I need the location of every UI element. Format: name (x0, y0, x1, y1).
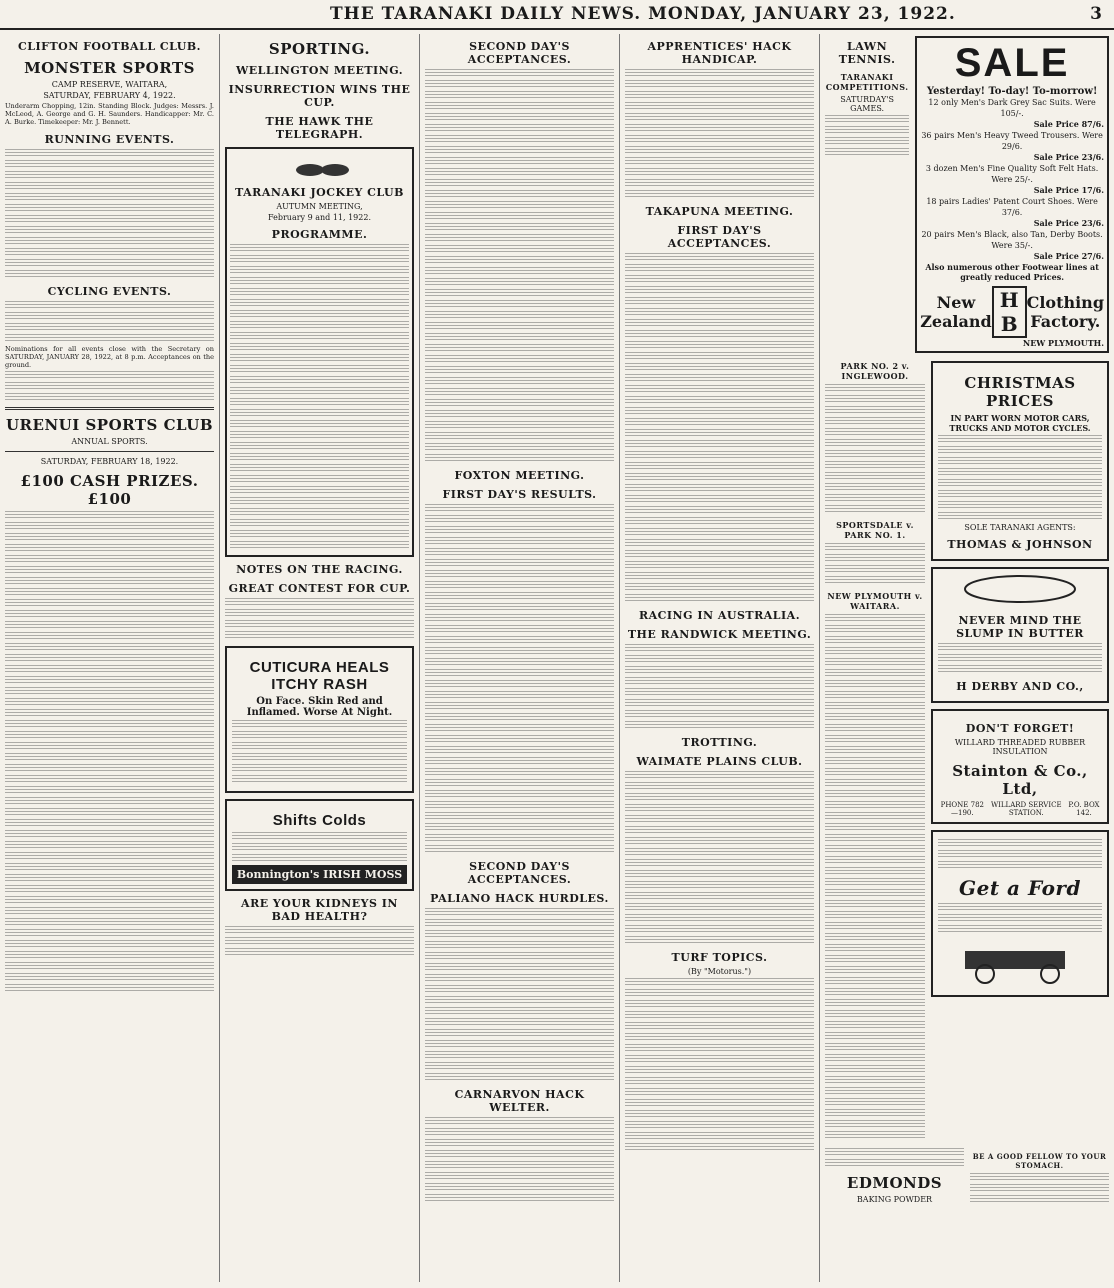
sale-price: Sale Price 23/6. (1033, 218, 1104, 228)
sale-item: 3 dozen Men's Fine Quality Soft Felt Hats. Were 25/-. (925, 164, 1099, 184)
new-zealand-text: New Zealand (920, 293, 992, 331)
horse-racing-icon (280, 156, 360, 180)
racing-in-australia: RACING IN AUSTRALIA. (638, 609, 801, 622)
sale-price: Sale Price 87/6. (1033, 119, 1104, 129)
notes-heading: NOTES ON THE RACING. (236, 563, 403, 576)
sale-ad (915, 36, 1109, 353)
programme-heading: PROGRAMME. (271, 228, 368, 241)
clothing-factory-text: Clothing Factory. (1026, 293, 1104, 331)
carnarvon-welter: CARNARVON HACK WELTER. (454, 1088, 585, 1114)
column-5 (820, 34, 1114, 1282)
urenui-date: SATURDAY, FEBRUARY 18, 1922. (40, 457, 179, 467)
get-a-ford-ad (931, 830, 1109, 997)
hb-logo: H B (992, 286, 1027, 338)
service-station: WILLARD SERVICE STATION. (990, 801, 1062, 817)
tennis-column (825, 34, 909, 355)
sale-item: 20 pairs Men's Black, also Tan, Derby Boots. Were 35/-. (921, 230, 1103, 250)
apprentices-handicap: APPRENTICES' HACK HANDICAP. (647, 40, 792, 66)
page-number: 3 (1090, 4, 1102, 24)
baking-powder: BAKING POWDER (856, 1195, 933, 1204)
second-day-acceptances-2: SECOND DAY'S ACCEPTANCES. (467, 860, 572, 886)
sale-price: Sale Price 27/6. (1033, 251, 1104, 261)
lawn-tennis: LAWN TENNIS. (838, 40, 896, 66)
wellington-meeting: WELLINGTON MEETING. (235, 64, 404, 77)
cuticura-ad (225, 646, 414, 793)
waimate-plains: WAIMATE PLAINS CLUB. (636, 755, 803, 768)
stomach-ad (970, 1146, 1109, 1206)
takapuna-meeting: TAKAPUNA MEETING. (645, 205, 794, 218)
sale-price: Sale Price 23/6. (1033, 152, 1104, 162)
cuticura-heading: CUTICURA HEALS ITCHY RASH (249, 659, 390, 693)
nominations-text: Nominations for all events close with the Secretary on SATURDAY, JANUARY 28, 1922, at 8 p.m. Acceptances on the ground. (5, 344, 214, 370)
sale-item: 36 pairs Men's Heavy Tweed Trousers. Were 29/6. (921, 131, 1103, 151)
bonnington-banner: Bonnington's IRISH MOSS (232, 865, 407, 884)
park-heading: PARK NO. 2 v. INGLEWOOD. (840, 361, 910, 381)
thomas-johnson: THOMAS & JOHNSON (947, 538, 1093, 551)
column-2 (220, 34, 420, 1282)
sale-price: Sale Price 17/6. (1033, 185, 1104, 195)
great-contest-heading: GREAT CONTEST FOR CUP. (228, 582, 411, 595)
autumn-meeting: AUTUMN MEETING, (276, 202, 363, 211)
ford-slump-ad (931, 567, 1109, 703)
sale-item: 12 only Men's Dark Grey Sac Suits. Were 105/-. (928, 98, 1096, 118)
sportsdale-heading: SPORTSDALE v. PARK NO. 1. (836, 520, 914, 540)
christmas-heading: CHRISTMAS PRICES (964, 374, 1076, 410)
good-fellow-heading: BE A GOOD FELLOW TO YOUR STOMACH. (972, 1152, 1107, 1170)
trotting-heading: TROTTING. (681, 736, 758, 749)
edmonds-heading: EDMONDS (846, 1174, 943, 1192)
get-a-ford-heading: Get a Ford (959, 876, 1081, 900)
newspaper-title: THE TARANAKI DAILY NEWS. MONDAY, JANUARY 23, 1922. (330, 4, 956, 24)
cash-prizes: £100 CASH PRIZES. £100 (20, 472, 199, 509)
sale-tagline: Yesterday! To-day! To-morrow! (926, 86, 1098, 97)
clifton-club: CLIFTON FOOTBALL CLUB. (18, 40, 201, 53)
venue: CAMP RESERVE, WAITARA, (51, 80, 168, 89)
cuticura-sub: On Face. Skin Red and Inflamed. Worse At Night. (246, 696, 393, 718)
new-plymouth: NEW PLYMOUTH. (1022, 338, 1104, 348)
dont-forget: DON'T FORGET! (965, 722, 1075, 735)
randwick-meeting: THE RANDWICK MEETING. (627, 628, 812, 641)
column-3 (420, 34, 620, 1282)
sale-item: 18 pairs Ladies' Patent Court Shoes. Were 37/6. (926, 197, 1098, 217)
urenui-sports-heading: URENUI SPORTS CLUB (5, 416, 214, 435)
turf-topics: TURF TOPICS. (671, 951, 768, 964)
kidneys-heading: ARE YOUR KIDNEYS IN BAD HEALTH? (241, 897, 398, 923)
christmas-ad (931, 361, 1109, 561)
waitara-heading: NEW PLYMOUTH v. WAITARA. (827, 591, 923, 611)
edmonds-ad (825, 1146, 964, 1206)
po-box: P.O. BOX 142. (1068, 801, 1100, 817)
autumn-date: February 9 and 11, 1922. (268, 213, 371, 222)
slump-heading: NEVER MIND THE SLUMP IN BUTTER (956, 614, 1084, 640)
insurrection-heading: INSURRECTION WINS THE CUP. (228, 83, 411, 109)
turf-byline: (By "Motorus.") (687, 967, 752, 976)
jockey-club-ad (225, 147, 414, 557)
annual-sports: ANNUAL SPORTS. (71, 437, 148, 447)
judges-text: Underarm Chopping, 12in. Standing Block. Judges: Messrs. J. McLeod, A. George and G. H. Saunders. Handicapper: Mr. C. A. Burke. Timekeeper: Mr. J. Bennett. (5, 102, 214, 127)
tennis-continued (825, 355, 925, 1142)
cycling-events: CYCLING EVENTS. (47, 284, 172, 298)
shifts-colds-ad (225, 799, 414, 891)
saturdays-games: SATURDAY'S GAMES. (840, 95, 894, 113)
derby-heading: H DERBY AND CO., (956, 680, 1084, 693)
willard-line: WILLARD THREADED RUBBER INSULATION (954, 738, 1086, 756)
motor-car-icon (945, 936, 1095, 986)
ford-logo-icon (960, 574, 1080, 604)
monster-sports-heading: MONSTER SPORTS (24, 59, 195, 77)
column-4 (620, 34, 820, 1282)
foxton-meeting: FOXTON MEETING. (454, 469, 585, 482)
sports-date: SATURDAY, FEBRUARY 4, 1922. (43, 91, 176, 100)
shifts-colds-heading: Shifts Colds (272, 812, 367, 829)
second-day-acceptances: SECOND DAY'S ACCEPTANCES. (467, 40, 572, 66)
running-events: RUNNING EVENTS. (44, 132, 175, 146)
sale-heading: SALE (954, 41, 1070, 85)
column-1 (0, 34, 220, 1282)
first-day-acceptances: FIRST DAY'S ACCEPTANCES. (667, 224, 772, 250)
agents-label: SOLE TARANAKI AGENTS: (964, 523, 1076, 532)
masthead (0, 0, 1114, 30)
christmas-sub: IN PART WORN MOTOR CARS, TRUCKS AND MOTOR CYCLES. (949, 413, 1091, 433)
stainton-ad (931, 709, 1109, 824)
paliano-hurdles: PALIANO HACK HURDLES. (430, 892, 609, 905)
taranaki-competitions: TARANAKI COMPETITIONS. (825, 72, 909, 92)
hawk-heading: THE HAWK THE TELEGRAPH. (265, 115, 374, 141)
first-day-results: FIRST DAY'S RESULTS. (442, 488, 597, 501)
stainton-heading: Stainton & Co., Ltd, (952, 762, 1088, 798)
footwear-line: Also numerous other Footwear lines at greatly reduced Prices. (925, 262, 1099, 282)
sporting-heading: SPORTING. (268, 40, 371, 58)
jockey-club-heading: TARANAKI JOCKEY CLUB (235, 186, 404, 199)
phone: PHONE 782—190. (940, 801, 984, 817)
